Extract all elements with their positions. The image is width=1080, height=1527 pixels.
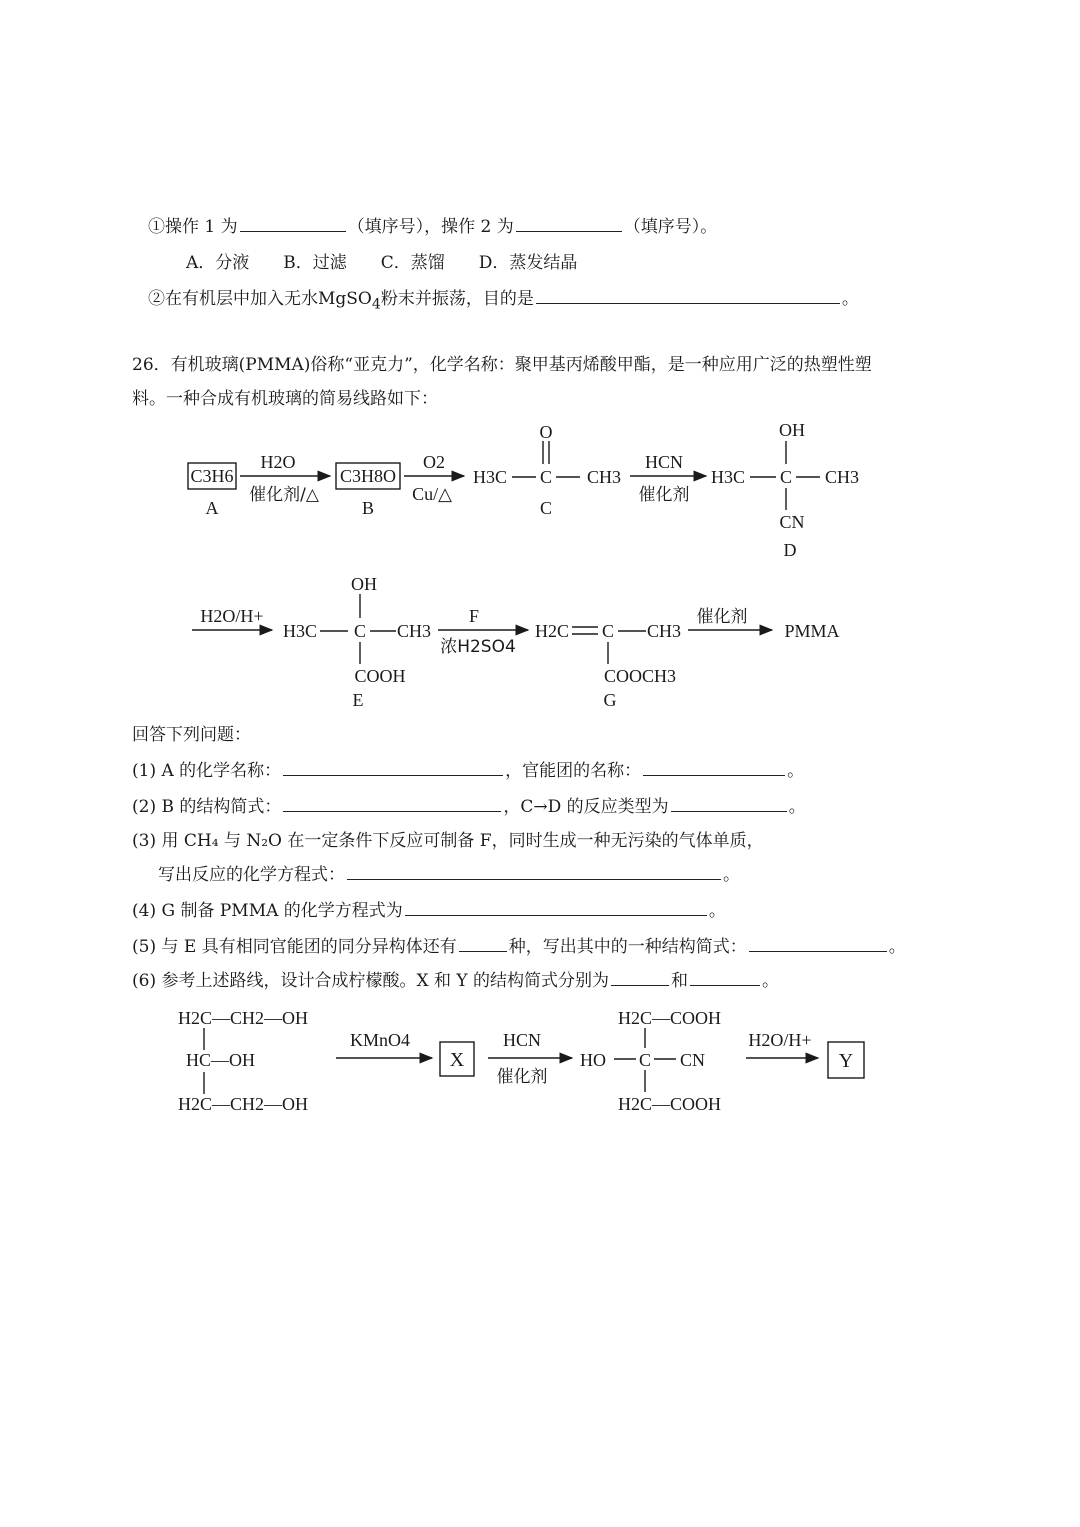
compound-c-left: H3C (472, 467, 508, 487)
compound-d-cn: CN (779, 512, 805, 532)
compound-g-ester: COOCH3 (603, 666, 677, 686)
answer-blank-q3[interactable] (347, 865, 721, 880)
answer-blank-q2b[interactable] (671, 797, 787, 812)
question-3-line1: (3) 用 CH₄ 与 N₂O 在一定条件下反应可制备 F，同时生成一种无污染的气体单质， (132, 831, 764, 851)
compound-e-center: C (353, 621, 367, 641)
q1-label: (1) A 的化学名称： (132, 761, 282, 781)
arrow-9-reagent: H2O/H+ (748, 1030, 812, 1050)
arrow-8-reagent: HCN (502, 1030, 542, 1050)
compound-e-oh: OH (351, 574, 377, 594)
q6-label: (6) 参考上述路线，设计合成柠檬酸。X 和 Y 的结构简式分别为 (132, 971, 610, 991)
q25-op2-label: （填序号），操作 2 为 (347, 217, 514, 237)
q2-mid: ，C→D 的反应类型为 (503, 797, 669, 817)
answer-blank-q6b[interactable] (690, 971, 760, 986)
arrow-1-condition: 催化剂/△ (249, 485, 319, 505)
product-cn: CN (680, 1050, 706, 1070)
reactant-row2: HC—OH (186, 1050, 256, 1070)
arrow-8-condition: 催化剂 (496, 1067, 548, 1087)
option-a: A．分液 (186, 253, 250, 273)
arrow-5-reagent: F (468, 606, 480, 626)
label-a: A (205, 498, 219, 518)
compound-d-center: C (779, 467, 793, 487)
q25-purpose-label: 粉末并振荡，目的是 (380, 289, 534, 309)
compound-d-oh: OH (779, 420, 805, 440)
option-b: B．过滤 (283, 253, 347, 273)
question-3-line2 (158, 860, 740, 885)
product-row1: H2C—COOH (618, 1008, 722, 1028)
q6-tail: 。 (762, 971, 780, 991)
product-center: C (638, 1050, 652, 1070)
answer-blank-q5b[interactable] (749, 937, 887, 952)
answer-header: 回答下列问题： (132, 725, 251, 745)
answer-blank-q2a[interactable] (283, 797, 501, 812)
q4-label: (4) G 制备 PMMA 的化学方程式为 (132, 901, 403, 921)
q3-label: 写出反应的化学方程式： (158, 865, 345, 885)
q4-tail: 。 (708, 901, 726, 921)
question-6 (132, 966, 779, 991)
answer-blank-q5a[interactable] (459, 937, 507, 952)
label-c: C (539, 498, 553, 518)
question-1 (132, 756, 804, 781)
compound-b-formula: C3H8O (339, 466, 397, 486)
arrow-2-reagent: O2 (423, 452, 445, 472)
x-label: X (449, 1049, 465, 1071)
q2-label: (2) B 的结构简式： (132, 797, 282, 817)
q25-tail: （填序号）。 (623, 217, 718, 237)
y-label: Y (838, 1050, 854, 1072)
q25-mgso4-text: ②在有机层中加入无水MgSO (148, 289, 372, 309)
q5-label: (5) 与 E 具有相同官能团的同分异构体还有 (132, 937, 457, 957)
arrow-5-condition: 浓H2SO4 (440, 637, 516, 657)
compound-e-right: CH3 (396, 621, 432, 641)
arrow-4-reagent: H2O/H+ (200, 606, 264, 626)
arrow-7-reagent: KMnO4 (349, 1030, 411, 1050)
compound-e-cooh: COOH (354, 666, 406, 686)
reactant-row3: H2C—CH2—OH (178, 1094, 309, 1114)
question-4 (132, 896, 726, 921)
compound-g-left: H2C (534, 621, 570, 641)
product-row3: H2C—COOH (618, 1094, 722, 1114)
subscript: 4 (371, 296, 381, 313)
compound-g-center: C (601, 621, 615, 641)
answer-blank-q6a[interactable] (611, 971, 669, 986)
arrow-6-condition: 催化剂 (696, 607, 748, 627)
label-g: G (603, 690, 617, 710)
q5-mid: 种，写出其中的一种结构简式： (508, 937, 747, 957)
question-5 (132, 932, 906, 957)
label-d: D (783, 540, 797, 560)
compound-d-left: H3C (710, 467, 746, 487)
label-b: B (361, 498, 375, 518)
q5-tail: 。 (888, 937, 906, 957)
option-c: C．蒸馏 (380, 253, 445, 273)
q26-intro-line1: 26．有机玻璃(PMMA)俗称“亚克力”，化学名称：聚甲基丙烯酸甲酯，是一种应用广泛的热塑性塑 (132, 355, 872, 375)
q2-tail: 。 (788, 797, 806, 817)
label-e: E (352, 690, 364, 710)
answer-blank-q4[interactable] (405, 901, 707, 916)
compound-c-center: C (539, 467, 553, 487)
reactant-row1: H2C—CH2—OH (178, 1008, 309, 1028)
compound-c-right: CH3 (586, 467, 622, 487)
question-2 (132, 792, 806, 817)
compound-c-oxygen: O (539, 422, 553, 442)
compound-d-right: CH3 (824, 467, 860, 487)
q3-tail: 。 (723, 865, 740, 885)
q25-tail2: 。 (841, 289, 859, 309)
q1-tail: 。 (787, 761, 805, 781)
arrow-1-reagent: H2O (260, 452, 296, 472)
arrow-3-condition: 催化剂 (638, 485, 690, 505)
product-ho: HO (580, 1050, 606, 1070)
compound-e-left: H3C (282, 621, 318, 641)
compound-a-formula: C3H6 (190, 466, 234, 486)
arrow-2-condition: Cu/△ (412, 484, 452, 504)
arrow-3-reagent: HCN (644, 452, 684, 472)
q25-op1-label: ①操作 1 为 (148, 217, 238, 237)
compound-g-right: CH3 (646, 621, 682, 641)
answer-blank-q1a[interactable] (283, 761, 503, 776)
product-pmma: PMMA (784, 621, 840, 641)
option-d: D．蒸发结晶 (478, 253, 578, 273)
q26-intro-line2: 料。一种合成有机玻璃的简易线路如下： (132, 389, 438, 409)
q6-mid: 和 (671, 971, 689, 991)
q1-mid: ，官能团的名称： (505, 761, 642, 781)
answer-blank-q1b[interactable] (643, 761, 785, 776)
